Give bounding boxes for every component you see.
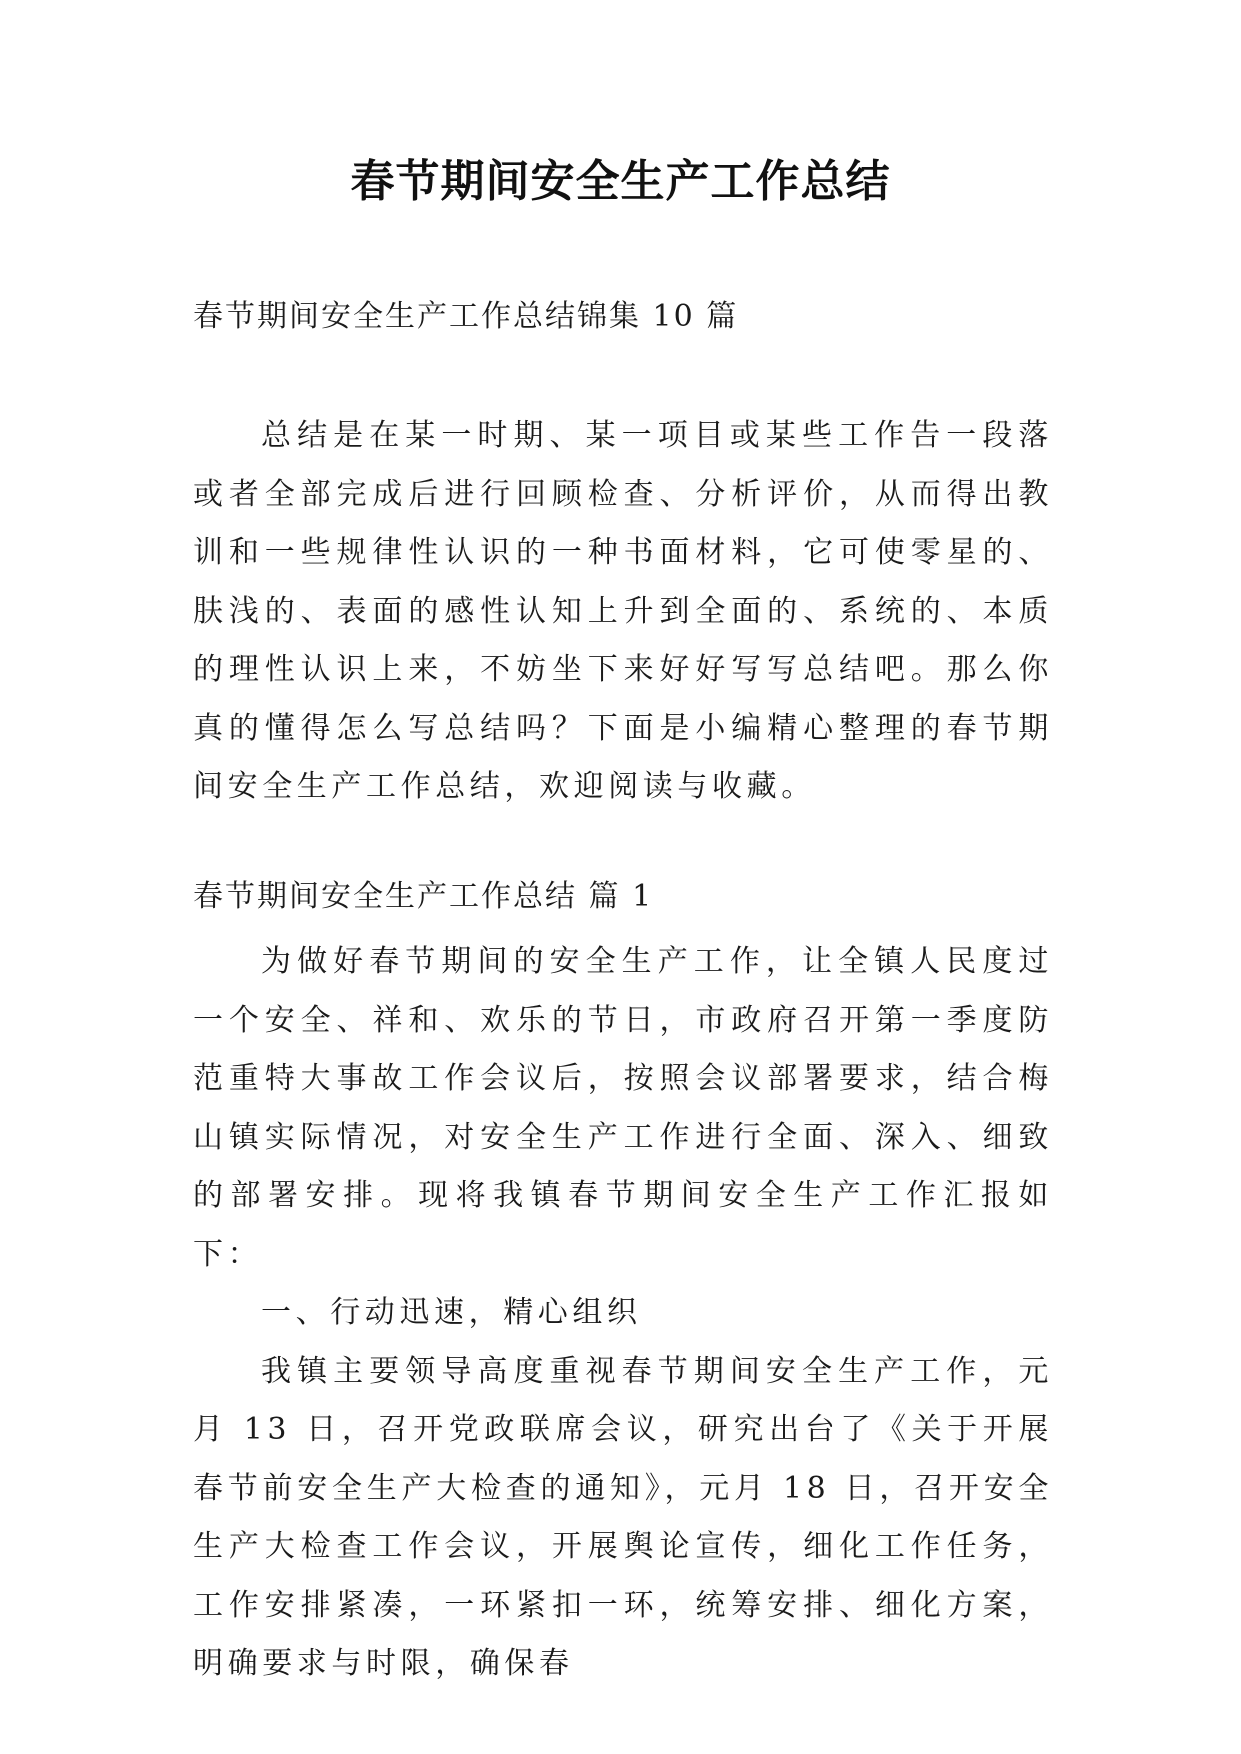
subheading-paragraph: 一、行动迅速，精心组织	[261, 1295, 642, 1330]
section-body	[193, 933, 1053, 1694]
intro-section	[193, 407, 1053, 817]
document-subtitle: 春节期间安全生产工作总结锦集 10 篇	[193, 299, 739, 334]
document-title: 春节期间安全生产工作总结	[350, 156, 891, 207]
intro-paragraph: 总结是在某一时期、某一项目或某些工作告一段落或者全部完成后进行回顾检查、分析评价，从而得出教训和一些规律性认识的一种书面材料，它可使零星的、肤浅的、表面的感性认知上升到全面的、系统的、本质的理性认识上来，不妨坐下来好好写写总结吧。那么你真的懂得怎么写总结吗？下面是小编精心整理的春节期间安全生产工作总结，欢迎阅读与收藏。	[193, 418, 1053, 804]
section-heading: 春节期间安全生产工作总结 篇 1	[193, 879, 654, 914]
body-paragraph: 为做好春节期间的安全生产工作，让全镇人民度过一个安全、祥和、欢乐的节日，市政府召开第一季度防范重特大事故工作会议后，按照会议部署要求，结合梅山镇实际情况，对安全生产工作进行全面、深入、细致的部署安排。现将我镇春节期间安全生产工作汇报如下：	[193, 944, 1053, 1272]
body-paragraph: 我镇主要领导高度重视春节期间安全生产工作，元月 13 日，召开党政联席会议，研究出台了《关于开展春节前安全生产大检查的通知》，元月 18 日，召开安全生产大检查工作会议，开展舆论宣传，细化工作任务，工作安排紧凑，一环紧扣一环，统筹安排、细化方案，明确要求与时限，确保春	[193, 1353, 1053, 1681]
